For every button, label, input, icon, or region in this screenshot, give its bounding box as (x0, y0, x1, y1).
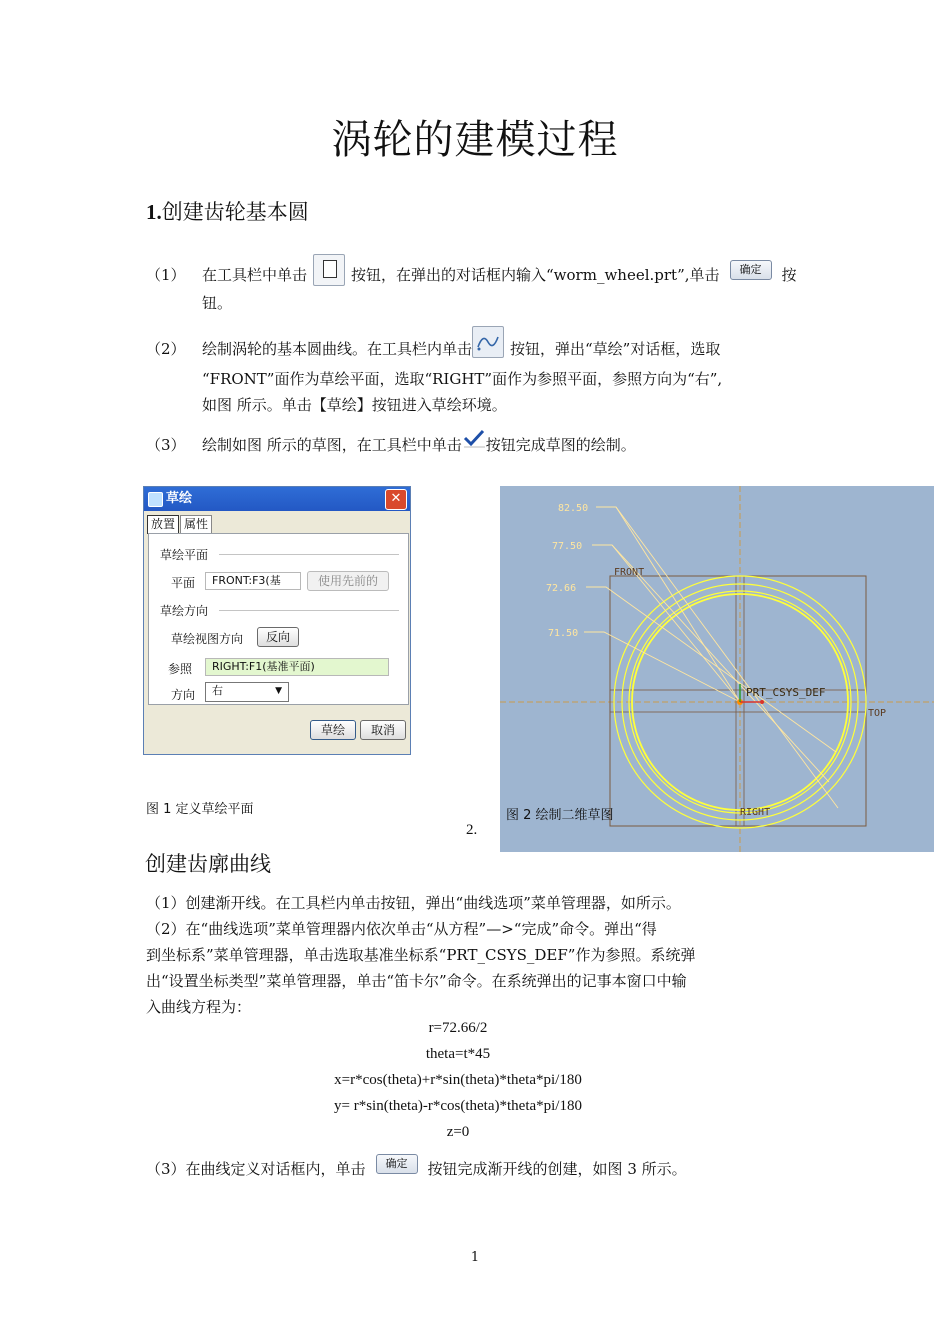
sketch-dialog (143, 486, 411, 755)
right-label: RIGHT (740, 807, 771, 818)
top-label: TOP (868, 708, 887, 719)
group-sketch-direction: 草绘方向 (160, 604, 209, 618)
reverse-button[interactable]: 反向 (257, 627, 299, 647)
view-direction-label: 草绘视图方向 (171, 632, 244, 646)
figure-2-caption: 图 2 绘制二维草图 (506, 808, 614, 823)
equation-1: r=72.66/2 (428, 1020, 488, 1036)
front-label: FRONT (614, 567, 645, 578)
reference-field[interactable]: RIGHT:F1(基准平面) (205, 658, 389, 676)
csys-label: PRT_CSYS_DEF (746, 686, 826, 699)
checkmark-icon (462, 427, 486, 449)
sketch-button[interactable]: 草绘 (310, 720, 356, 740)
paragraph-1: （1）创建渐开线。在工具栏内单击按钮，弹出“曲线选项”菜单管理器，如所示。 (146, 894, 681, 912)
dropdown-arrow-icon: ▼ (275, 686, 282, 696)
use-previous-button[interactable]: 使用先前的 (307, 571, 389, 591)
equation-5: z=0 (446, 1124, 470, 1140)
plane-label: 平面 (171, 576, 196, 590)
dim-71-50: 71.50 (548, 628, 579, 639)
sketch-figure (500, 486, 934, 852)
tab-properties[interactable]: 属性 (180, 515, 212, 534)
orientation-label: 方向 (171, 688, 196, 702)
placement-panel (148, 533, 409, 705)
dim-72-66: 72.66 (546, 583, 577, 594)
ok-button-icon: 确定 (730, 260, 772, 280)
orientation-select[interactable]: 右 ▼ (205, 682, 289, 702)
plane-field[interactable]: FRONT:F3(基 (205, 572, 301, 590)
new-file-icon (313, 254, 345, 286)
section-1-heading: 1.创建齿轮基本圆 (146, 200, 309, 224)
group-sketch-plane: 草绘平面 (160, 548, 209, 562)
tab-placement[interactable]: 放置 (147, 515, 179, 534)
section-2-number: 2. (466, 822, 478, 838)
figure-1-caption: 图 1 定义草绘平面 (146, 802, 254, 817)
close-icon[interactable]: ✕ (385, 489, 407, 510)
page-number: 1 (470, 1250, 480, 1265)
dim-82-50: 82.50 (558, 503, 589, 514)
sketch-tool-icon (472, 326, 504, 358)
section-2-heading: 创建齿廓曲线 (145, 852, 271, 876)
equation-2: theta=t*45 (425, 1046, 491, 1062)
equation-3: x=r*cos(theta)+r*sin(theta)*theta*pi/180 (334, 1072, 582, 1088)
page-title: 涡轮的建模过程 (331, 117, 619, 163)
dim-77-50: 77.50 (552, 541, 583, 552)
cancel-button[interactable]: 取消 (360, 720, 406, 740)
paragraph-2: （2）在“曲线选项”菜单管理器内依次单击“从方程”—>“完成”命令。弹出“得 到坐标系”菜单管理器，单击选取基准坐标系“PRT_CSYS_DEF”作为参照。系统弹 出“设置坐标类型”菜单管理器，单击“笛卡尔”命令。在系统弹出的记事本窗口中输 入曲线方程为： (146, 920, 696, 1016)
equation-4: y= r*sin(theta)-r*cos(theta)*theta*pi/180 (334, 1098, 582, 1114)
paragraph-3: （3）在曲线定义对话框内，单击 确定 按钮完成渐开线的创建，如图 3 所示。 (146, 1156, 786, 1182)
ok-button-icon: 确定 (376, 1154, 418, 1174)
dialog-titlebar: 草绘 ✕ (144, 487, 410, 511)
dialog-app-icon (148, 492, 163, 507)
reference-label: 参照 (168, 662, 193, 676)
